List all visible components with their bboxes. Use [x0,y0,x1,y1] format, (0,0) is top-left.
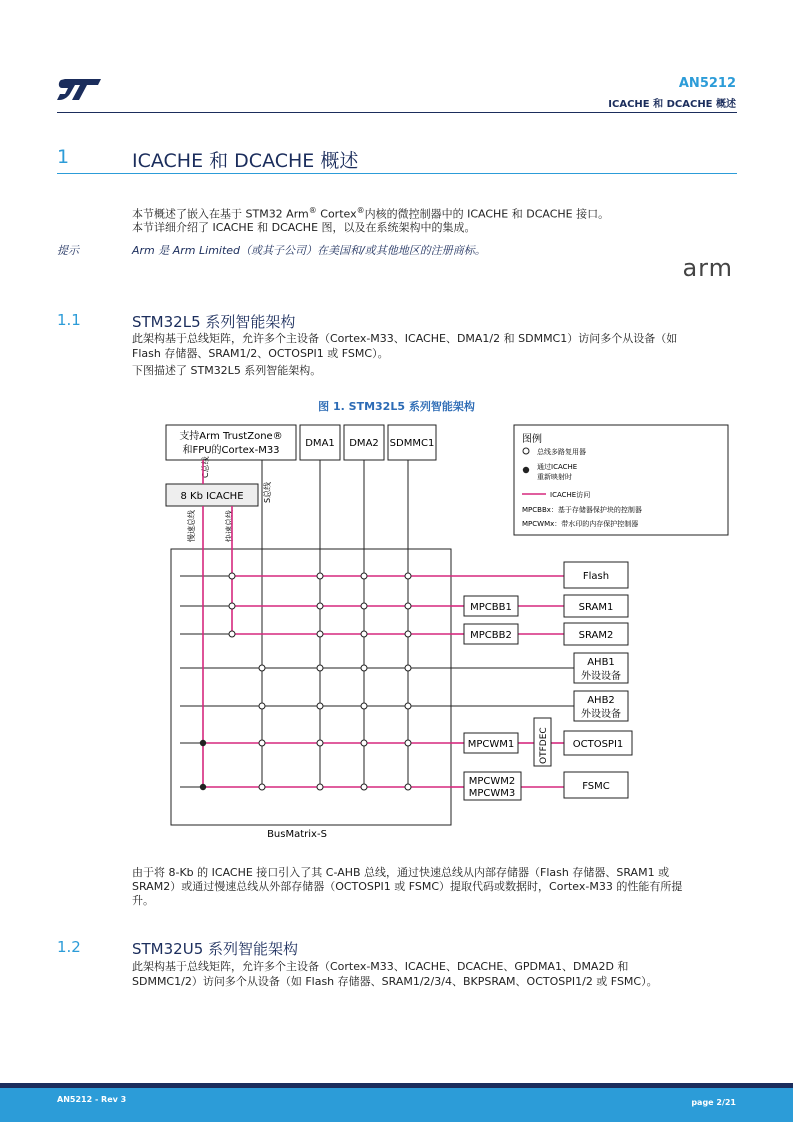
sram1-label: SRAM1 [578,602,614,613]
doc-subtitle: ICACHE 和 DCACHE 概述 [608,99,736,110]
octospi1-label: OCTOSPI1 [572,739,624,750]
doc-id: AN5212 [678,76,736,91]
mpcbb1-label: MPCBB1 [470,602,512,613]
footer-doc-rev: AN5212 - Rev 3 [57,1095,127,1104]
section-1-1-number: 1.1 [57,311,81,329]
legend-title: 图例 [522,434,542,445]
cortex-m33-label-2: 和FPU的Cortex-M33 [182,445,280,456]
remap-dot-icon [200,740,206,746]
figure-caption: 图 1. STM32L5 系列智能架构 [318,400,475,413]
para-text-a: 本节概述了嵌入在基于 STM32 Arm [132,207,309,221]
arm-logo: arm [682,254,733,282]
fast-bus-label: 快速总线 [225,510,234,542]
ahb1-label-1: AHB1 [587,657,615,668]
registered-mark: ® [356,206,365,215]
figure-explanation-line-2: SRAM2）或通过慢速总线从外部存储器（OCTOSPI1 或 FSMC）提取代码或数据时，Cortex-M33 的性能有所提 [132,880,683,893]
legend-remap-2: 重新映射时 [537,473,572,481]
slow-bus-label: 慢速总线 [187,510,196,542]
busmatrix-box [171,549,451,825]
remap-dot-icon [200,784,206,790]
section-1-2-para-line-1: 此架构基于总线矩阵，允许多个主设备（Cortex-M33、ICACHE、DCACHE、GPDMA1、DMA2D 和 [132,960,629,973]
section-1-1-title: STM32L5 系列智能架构 [132,313,296,331]
ahb2-label-2: 外设设备 [581,709,621,720]
sram2-label: SRAM2 [578,630,614,641]
sdmmc1-label: SDMMC1 [389,438,435,449]
section-1-1-para-line-2: Flash 存储器、SRAM1/2、OCTOSPI1 或 FSMC）。 [132,347,389,360]
dma2-label: DMA2 [349,438,379,449]
legend-icache-access: ICACHE访问 [550,491,591,499]
section-1-2-number: 1.2 [57,938,81,956]
mpcwm2-label: MPCWM2 [468,776,516,787]
legend-remap-1: 通过ICACHE [537,463,578,471]
footer-page-number: page 2/21 [691,1098,736,1107]
note-label: 提示 [57,244,79,257]
section-1-title: ICACHE 和 DCACHE 概述 [132,150,359,172]
legend-mpcwm: MPCWMx：带水印的内存保护控制器 [522,520,639,528]
otfdec-label: OTFDEC [539,727,549,764]
para-text-b: Cortex [316,207,357,221]
busmatrix-label: BusMatrix-S [267,829,327,840]
section-1-2-title: STM32U5 系列智能架构 [132,940,299,958]
mpcbb2-label: MPCBB2 [470,630,512,641]
legend-open-dot-icon [523,448,529,454]
section-1-number: 1 [57,146,70,168]
dma1-label: DMA1 [305,438,335,449]
legend-multiplexer: 总线多路复用器 [537,448,586,456]
legend-filled-dot-icon [523,467,529,473]
fsmc-label: FSMC [582,781,610,792]
section-1-1-para-line-3: 下图描述了 STM32L5 系列智能架构。 [132,364,322,377]
note-text: Arm 是 Arm Limited（或其子公司）在美国和/或其他地区的注册商标。 [132,244,486,257]
footer-bar-light [0,1088,793,1122]
figure-explanation-line-1: 由于将 8-Kb 的 ICACHE 接口引入了其 C-AHB 总线，通过快速总线从内部存储器（Flash 存储器、SRAM1 或 [132,866,670,879]
para-text-c: 内核的微控制器中的 ICACHE 和 DCACHE 接口。 [364,207,610,221]
section-1-1-para-line-1: 此架构基于总线矩阵，允许多个主设备（Cortex-M33、ICACHE、DMA1/2 和 SDMMC1）访问多个从设备（如 [132,332,678,345]
legend-mpcbb: MPCBBx：基于存储器保护块的控制器 [522,506,642,514]
section-1-paragraph-line-2: 本节详细介绍了 ICACHE 和 DCACHE 图，以及在系统架构中的集成。 [132,221,476,234]
figure-explanation-line-3: 升。 [132,894,154,907]
master-vertical-lines [262,460,408,787]
section-1-2-para-line-2: SDMMC1/2）访问多个从设备（如 Flash 存储器、SRAM1/2/3/4、BKPSRAM、OCTOSPI1/2 或 FSMC）。 [132,975,658,988]
ahb1-label-2: 外设设备 [581,671,621,682]
cortex-m33-label-1: 支持Arm TrustZone® [179,431,283,442]
flash-label: Flash [582,571,610,582]
icache-label: 8 Kb ICACHE [180,491,244,502]
mpcwm3-label: MPCWM3 [468,788,516,799]
registered-mark: ® [308,206,317,215]
cbus-label: C总线 [201,456,210,478]
ahb2-label-1: AHB2 [587,695,615,706]
mpcwm1-label: MPCWM1 [467,739,515,750]
sbus-label: S总线 [263,481,272,503]
